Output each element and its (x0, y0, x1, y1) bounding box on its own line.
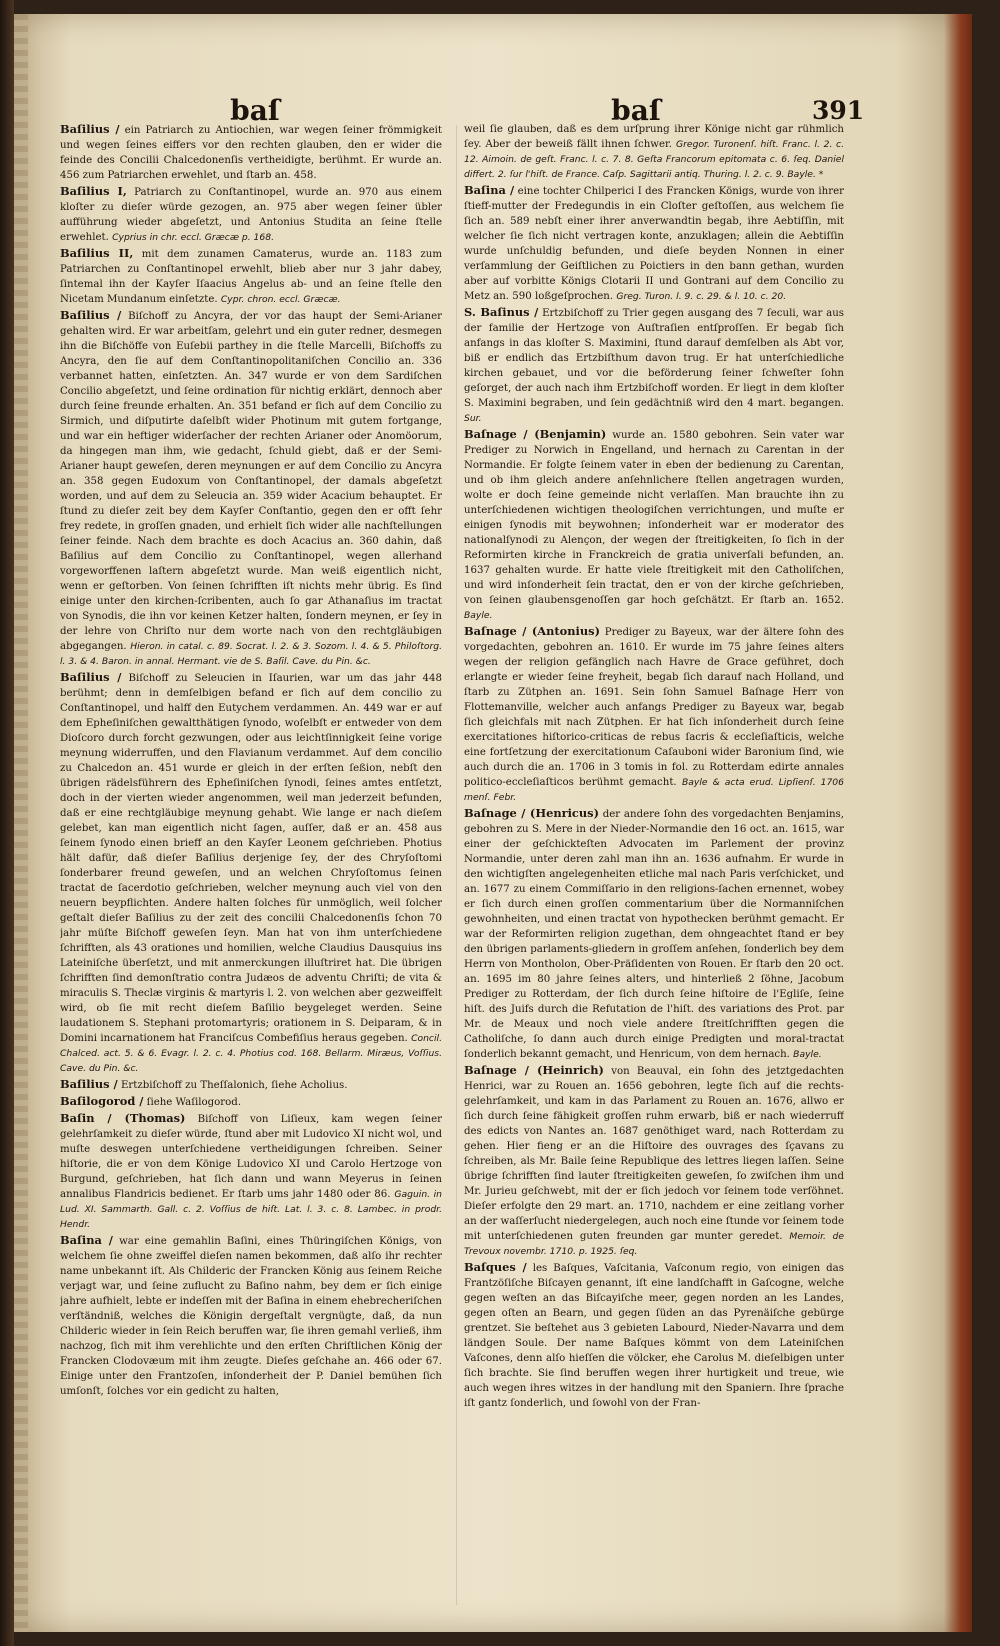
entry-citation: Bayle. (793, 1049, 822, 1060)
dictionary-entry (60, 184, 442, 245)
entry-text: wurde an. 1580 gebohren. Sein vater war Prediger zu Norwich in Engelland, und hernach zu Carentan in der Normandie. Er folgte ſeinem vater in eben der bedienung zu Carentan, und ob ihm gleich andere anſehnlichere ſtellen angetragen wurden, wolte er doch ſeine gemeinde nicht verlaſſen. Man brauchte ihn zu unterſchiedenen wichtigen theologiſchen verrichtungen, und muſte er einigen ſynodis mit beywohnen; inſonderheit war er moderator des nationalſynodi zu Alençon, der wegen der ſtreitigkeiten, ſo ſich in der Reformirten kirche in Franckreich de gratia univerſali befunden, an. 1637 gehalten wurde. Er hatte viele ſtreitigkeit mit den Catholiſchen, und wird inſonderheit ſein tractat, den er von der kirche geſchrieben, von ſeinen glaubensgenoſſen gar hoch geſchätzt. Er ſtarb an. 1652. (464, 430, 844, 606)
entry-text: Ertzbiſchoff zu Trier gegen ausgang des 7 ſeculi, war aus der familie der Hertzoge von Auſtraſien entſproſſen. Er begab ſich anfangs in das kloſter S. Maximini, ſtund darauf demſelben als Abt vor, biß er endlich das Ertzbiſthum davon trug. Er hat unterſchiedliche kirchen gebauet, und vor die beförderung ſeiner ſchweſter ſohn geſorget, der auch nach ihm Ertzbiſchoff worden. Er liegt in dem kloſter S. Maximini begraben, und ſein gedächtniß wird den 4 mart. begangen. (464, 308, 844, 409)
dictionary-entry (464, 183, 844, 304)
entry-citation: Gaguin. in Lud. XI. Sammarth. Gall. c. 2. Voſſius de hiſt. Lat. l. 3. c. 8. Lambec. in prodr. Hendr. (60, 1189, 442, 1230)
dictionary-entry (464, 624, 844, 805)
entry-headword: Baſilius I, (60, 184, 127, 198)
entry-headword: Baſin / (Thomas) (60, 1111, 186, 1125)
book-binding (0, 0, 14, 1646)
entry-headword: Baſina / (60, 1233, 113, 1247)
entry-citation: Hieron. in catal. c. 89. Socrat. l. 2. & 3. Sozom. l. 4. & 5. Philoſtorg. l. 3. & 4. Baron. in annal. Hermant. vie de S. Baſil. Cave. du Pin. &c. (60, 641, 442, 667)
dictionary-entry (60, 122, 442, 183)
entry-citation: Bayle & acta erud. Lipſienſ. 1706 menſ. Febr. (464, 777, 844, 803)
entry-citation: Memoir. de Trevoux novembr. 1710. p. 1925. ſeq. (464, 1231, 844, 1257)
entry-headword: Baſnage / (Henricus) (464, 806, 599, 820)
dictionary-entry (60, 670, 442, 1076)
entry-headword: Baſnage / (Antonius) (464, 624, 600, 638)
entry-headword: Baſilius / (60, 1077, 118, 1091)
entry-text: Ertzbiſchoff zu Theſſalonich, ſiehe Acholius. (120, 1080, 348, 1091)
entry-text: der andere ſohn des vorgedachten Benjamins, gebohren zu S. Mere in der Nieder-Normandie den 16 oct. an. 1615, war einer der geſchickteſten Advocaten im Parlement der provinz Normandie, unter deren zahl man ihn an. 1636 aufnahm. Er wurde in den wichtigſten angelegenheiten etliche mal nach Paris verſchicket, und an. 1677 zu einem Commiſſario in den religions-ſachen ernennet, wobey er ſich durch einen groſſen commentarium über die Normanniſchen gewohnheiten, und einen tractat von hypothecken berühmt gemacht. Er war der Reformirten religion zugethan, dem ohngeachtet ſtand er bey den übrigen parlaments-gliedern in groſſem anſehen, ſonderlich bey dem Herrn von Montholon, Ober-Präſidenten von Rouen. Er ſtarb den 20 oct. an. 1695 im 80 jahre ſeines alters, und hinterließ 2 ſöhne, Jacobum Prediger zu Rotterdam, der ſich durch ſeine hiſtoire de l'Egliſe, ſeine hiſt. des Juifs durch die Refutation de l'hiſt. des variations des Prot. par Mr. de Meaux und noch viele andere ſtreitſchrifften gegen die Catholiſche, ſo dann auch durch einige Predigten und moral-tractat ſonderlich bekannt gemacht, und Henricum, von dem hernach. (464, 809, 844, 1060)
entry-headword: Baſilius / (60, 308, 122, 322)
entry-text: ſiehe Waſilogorod. (146, 1097, 242, 1108)
entry-headword: Baſilius II, (60, 246, 134, 260)
dictionary-entry (60, 1233, 442, 1399)
dictionary-entry (464, 427, 844, 623)
entry-headword: Baſilius / (60, 122, 120, 136)
entry-citation: Cypr. chron. eccl. Græcæ. (220, 294, 341, 305)
running-head-left: baſ (230, 94, 280, 127)
entry-text: Patriarch zu Conſtantinopel, wurde an. 970 aus einem kloſter zu dieſer würde gezogen, an. 975 aber wegen ſeiner übler aufführung wieder abgeſetzt, und Antonius Studita an ſeine ſtelle erwehlet. (60, 187, 442, 243)
entry-text: Biſchoff zu Ancyra, der vor das haupt der Semi-Arianer gehalten wird. Er war arbeitſam, gelehrt und ein guter redner, desmegen ihn die Biſchöffe von Euſebii parthey in die ſtelle Marcelli, Biſchoffs zu Ancyra, den ſie auf dem Conſtantinopolitaniſchen Concilio an. 336 verbannet hatten, einſetzten. An. 347 wurde er von dem Sardiſchen Concilio abgeſetzt, und ſeine ordination für nichtig erklärt, dennoch aber durch ſeine freunde erhalten. An. 351 befand er ſich auf dem Concilio zu Sirmich, und diſputirte daſelbſt wider Photinum mit gutem fortgange, und war ein heftiger widerſacher der rechten Arianer oder Anomöorum, da hingegen man ihm, wie gedacht, ſchuld giebt, daß er der Semi-Arianer haupt geweſen, deren meynungen er auf dem Concilio zu Ancyra an. 358 gegen Eudoxum von Conſtantinopel, der damals abgeſetzt worden, und auf dem zu Seleucia an. 359 wider Acacium behauptet. Er ſtund zu dieſer zeit bey dem Kayſer Conſtantio, gegen den er offt ſehr frey redete, in groſſen gnaden, und erhielt ſich wider alle nachſtellungen ſeiner feinde. Nach dem brachte es doch Acacius an. 360 dahin, daß Baſilius auf dem Concilio zu Conſtantinopel, wegen allerhand vorgeworffenen laſtern abgeſetzt wurde. Man weiß eigentlich nicht, wenn er geſtorben. Von ſeinen ſchrifften iſt nichts mehr übrig. Es ſind einige unter den kirchen-ſcribenten, auch ſo gar Athanaſius im tractat von Synodis, die ihn vor keinen Ketzer halten, ſondern meynen, er ſey in der lehre von Chriſto nur dem worte nach von den rechtgläubigen abgegangen. (60, 311, 442, 652)
entry-citation: Concil. Chalced. act. 5. & 6. Evagr. l. 2. c. 4. Photius cod. 168. Bellarm. Miræus, Voſſius. Cave. du Pin. &c. (60, 1033, 442, 1074)
entry-text: les Baſques, Vaſcitania, Vaſconum regio, von einigen das Frantzöſiſche Biſcayen genannt, iſt eine landſchafft in Gaſcogne, welche gegen weſten an das Biſcayiſche meer, gegen norden an les Landes, gegen oſten an Bearn, und gegen ſüden an das Pyrenäiſche gebürge grentzet. Sie beſtehet aus 3 gebieten Labourd, Nieder-Navarra und dem ländgen Soule. Der name Baſques kömmt von dem Lateiniſchen Vaſcones, denn alſo hieſſen die völcker, ehe Carolus M. dieſelbigen unter ſich brachte. Sie ſind beruffen wegen ihrer hurtigkeit und treue, wie auch wegen ihres witzes in der handlung mit den Spaniern. Ihre ſprache iſt gantz ſonderlich, und ſowohl von der Fran- (464, 1263, 844, 1409)
entry-citation: Greg. Turon. l. 9. c. 29. & l. 10. c. 20. (616, 291, 787, 302)
entry-headword: Baſina / (464, 183, 515, 197)
dictionary-entry (464, 806, 844, 1062)
left-column (60, 122, 442, 1612)
running-head-right: baſ (611, 94, 661, 127)
entry-headword: Baſilius / (60, 670, 122, 684)
entry-headword: Baſilogorod / (60, 1094, 144, 1108)
entry-text: Biſchoff von Liſieux, kam wegen ſeiner gelehrſamkeit zu dieſer würde, ſtund aber mit Ludovico XI nicht wol, und muſte deswegen unterſchiedene vertheidigungen ſchreiben. Seiner hiſtorie, die er von dem Könige Ludovico XI und Carolo Hertzoge von Burgund, geſchrieben, hat ſich dann und wann Meyerus in ſeinen annalibus Flandricis bedienet. Er ſtarb ums jahr 1480 oder 86. (60, 1114, 442, 1200)
entry-text: ein Patriarch zu Antiochien, war wegen ſeiner frömmigkeit und wegen ſeines eiffers vor den rechten glauben, den er wider die feinde des Concilii Chalcedonenſis vertheidigte, berühmt. Er wurde an. 456 zum Patriarchen erwehlet, und ſtarb an. 458. (60, 125, 442, 181)
column-divider (456, 125, 457, 1605)
dictionary-entry (60, 246, 442, 307)
dictionary-entry (464, 305, 844, 426)
entry-citation: Cyprius in chr. eccl. Græcæ p. 168. (112, 232, 275, 243)
entry-text: eine tochter Chilperici I des Francken Königs, wurde von ihrer ſtieff-mutter der Fredegundis in ein Cloſter geſtoſſen, aus welchem ſie ſich an. 589 nebſt einer ihrer anverwandtin begab, ihre Aebtiſſin, mit welcher ſie ſich nicht vertragen konte, anzuklagen; allein die Aebtiſſin wurde unſchuldig befunden, und dieſe beyden Nonnen in einer verſammlung der Geiſtlichen zu Poictiers in den bann gethan, wurden aber auf vorbitte Königs Clotarii II und Gontrani auf dem Concilio zu Metz an. 590 loßgeſprochen. (464, 186, 844, 302)
entry-text: Biſchoff zu Seleucien in Iſaurien, war um das jahr 448 berühmt; denn in demſelbigen befand er ſich auf dem concilio zu Conſtantinopel, und halff den Eutychem verdammen. An. 449 war er auf dem Epheſiniſchen gewaltthätigen ſynodo, woſelbſt er entweder von dem Dioſcoro durch forcht gezwungen, oder aus leichtſinnigkeit ſeine vorige meynung widerruffen, und den Flavianum verdammet. Auf dem concilio zu Chalcedon an. 451 wurde er gleich in der erſten ſeßion, nebſt den übrigen rädelsführern des Epheſiniſchen ſynodi, ſeines amtes entſetzt, doch in der vierten wieder angenommen, weil man jederzeit befunden, daß er eine rechtgläubige meynung gehabt. Wie lange er nach dieſem gelebet, kan man eigentlich nicht ſagen, auſſer, daß er an. 458 aus ſeinem ſynodo einen brieff an den Kayſer Leonem geſchrieben. Photius hält dafür, daß dieſer Baſilius derjenige ſey, der des Chryſoſtomi ſonderbarer freund geweſen, und an welchen Chryſoſtomus ſeinen tractat de ſacerdotio geſchrieben, welcher meynung auch viel von den neuern beypflichten. Andere halten ſolches für unmöglich, weil ſolcher geſtalt dieſer Baſilius zu der zeit des concilii Chalcedonenſis ſchon 70 jahr müſte Biſchoff geweſen ſeyn. Man hat von ihm unterſchiedene ſchrifften, als 43 orationes und homilien, welche Claudius Dausquius ins Lateiniſche überſetzt, und mit anmerckungen illuſtriret hat. Die übrigen ſchrifften ſind demonſtratio contra Judæos de adventu Chriſti; de vita & miraculis S. Theclæ virginis & martyris l. 2. von welchen aber gezweiffelt wird, ob ſie mit recht dieſem Baſilio beygeleget werden. Seine laudationem S. Stephani protomartyris; orationem in S. Deiparam, & in Domini incarnationem hat Franciſcus Combefiſius heraus gegeben. (60, 673, 442, 1044)
dictionary-entry (60, 1094, 442, 1110)
dictionary-entry (60, 1077, 442, 1093)
entry-citation: Bayle. (464, 610, 493, 621)
entry-text: Prediger zu Bayeux, war der ältere ſohn des vorgedachten, gebohren an. 1610. Er wurde im 75 jahre ſeines alters wegen der religion gefänglich nach Havre de Grace geführet, doch erlangte er wieder ſeine freyheit, begab ſich darauf nach Holland, und ſtarb zu Zütphen an. 1691. Sein ſohn Samuel Baſnage Herr von Flottemanville, welcher auch anfangs Prediger zu Bayeux war, begab ſich gleichfals mit nach Zütphen. Er hat ſich inſonderheit durch ſeine exercitationes hiſtorico-criticas de rebus ſacris & eccleſiaſticis, welche eine fortſetzung der exercitationum Caſauboni wider Baronium ſind, wie auch durch die an. 1706 in 3 tomis in fol. zu Rotterdam edirte annales politico-eccleſiaſticos berühmt gemacht. (464, 627, 844, 788)
dictionary-entry (464, 122, 844, 182)
entry-text: weil ſie glauben, daß es dem urſprung ihrer Könige nicht gar rühmlich ſey. Aber der beweiß fällt ihnen ſchwer. (464, 124, 844, 150)
entry-headword: Baſnage / (Benjamin) (464, 427, 607, 441)
dictionary-entry (464, 1063, 844, 1259)
dictionary-entry (60, 308, 442, 669)
page-red-edge (944, 14, 972, 1632)
entry-headword: Baſnage / (Heinrich) (464, 1063, 604, 1077)
page-number: 391 (812, 96, 865, 125)
entry-headword: Baſques / (464, 1260, 527, 1274)
entry-headword: S. Baſinus / (464, 305, 539, 319)
previous-page-margin (14, 14, 28, 1632)
entry-citation: Gregor. Turonenſ. hiſt. Franc. l. 2. c. 12. Aimoin. de geſt. Franc. l. c. 7. 8. Geſta Francorum epitomata c. 6. ſeq. Daniel differt. 2. ſur l'hiſt. de France. Caſp. Sagittarii antiq. Thuring. l. 2. c. 9. Bayle. * (464, 139, 844, 180)
right-column (464, 122, 844, 1616)
entry-text: war eine gemahlin Baſini, eines Thüringiſchen Königs, von welchem ſie ohne zweiffel dieſen namen bekommen, daß alſo ihr rechter name unbekannt iſt. Als Childeric der Francken König aus ſeinem Reiche verjagt war, und ſeine zuflucht zu Baſino nahm, bey dem er ſich einige jahre aufhielt, lebte er indeſſen mit der Baſina in einem ehebrecheriſchen verſtändniß, welches die Königin dergeſtalt vergnügte, daß, da nun Childeric wieder in ſein Reich beruffen war, ſie ihren gemahl verließ, ihm nachzog, ſich mit ihm verehlichte und den erſten Chriſtlichen König der Francken Clodovæum mit ihm zeugte. Dieſes geſchahe an. 466 oder 67. Einige unter den Frantzoſen, inſonderheit der P. Daniel bemühen ſich umſonſt, ſolches vor ein gedicht zu halten, (60, 1236, 442, 1397)
entry-text: von Beauval, ein ſohn des jetztgedachten Henrici, war zu Rouen an. 1656 gebohren, legte ſich auf die rechts-gelehrſamkeit, und kam in das Parlament zu Rouen an. 1676, allwo er ſich durch ſeine fähigkeit groſſen ruhm erwarb, biß er nach wiederruff des edicts von Nantes an. 1687 genöthiget ward, nach Rotterdam zu gehen. Hier fieng er an die Hiſtoire des ouvrages des ſçavans zu ſchreiben, als Mr. Baile ſeine Republique des lettres liegen laſſen. Seine übrige ſchrifften ſind lauter ſtreitigkeiten geweſen, ſo zwiſchen ihm und Mr. Jurieu geſchwebt, mit der er ſich jedoch vor ſeinem tode verſöhnet. Dieſer erfolgte den 29 mart. an. 1710, nachdem er eine zeitlang vorher an der waſſerſucht niedergelegen, auch noch eine ſtunde vor ſeinem tode mit unterſchiedenen guten freunden gar munter geredet. (464, 1066, 844, 1242)
dictionary-entry (60, 1111, 442, 1232)
entry-text: mit dem zunamen Camaterus, wurde an. 1183 zum Patriarchen zu Conſtantinopel erwehlt, blieb aber nur 3 jahr dabey, ſintemal ihn der Kayſer Iſaacius Angelus ab- und an ſeine ſtelle den Nicetam Mundanum einſetzte. (60, 249, 442, 305)
entry-citation: Sur. (464, 413, 482, 424)
dictionary-entry (464, 1260, 844, 1411)
